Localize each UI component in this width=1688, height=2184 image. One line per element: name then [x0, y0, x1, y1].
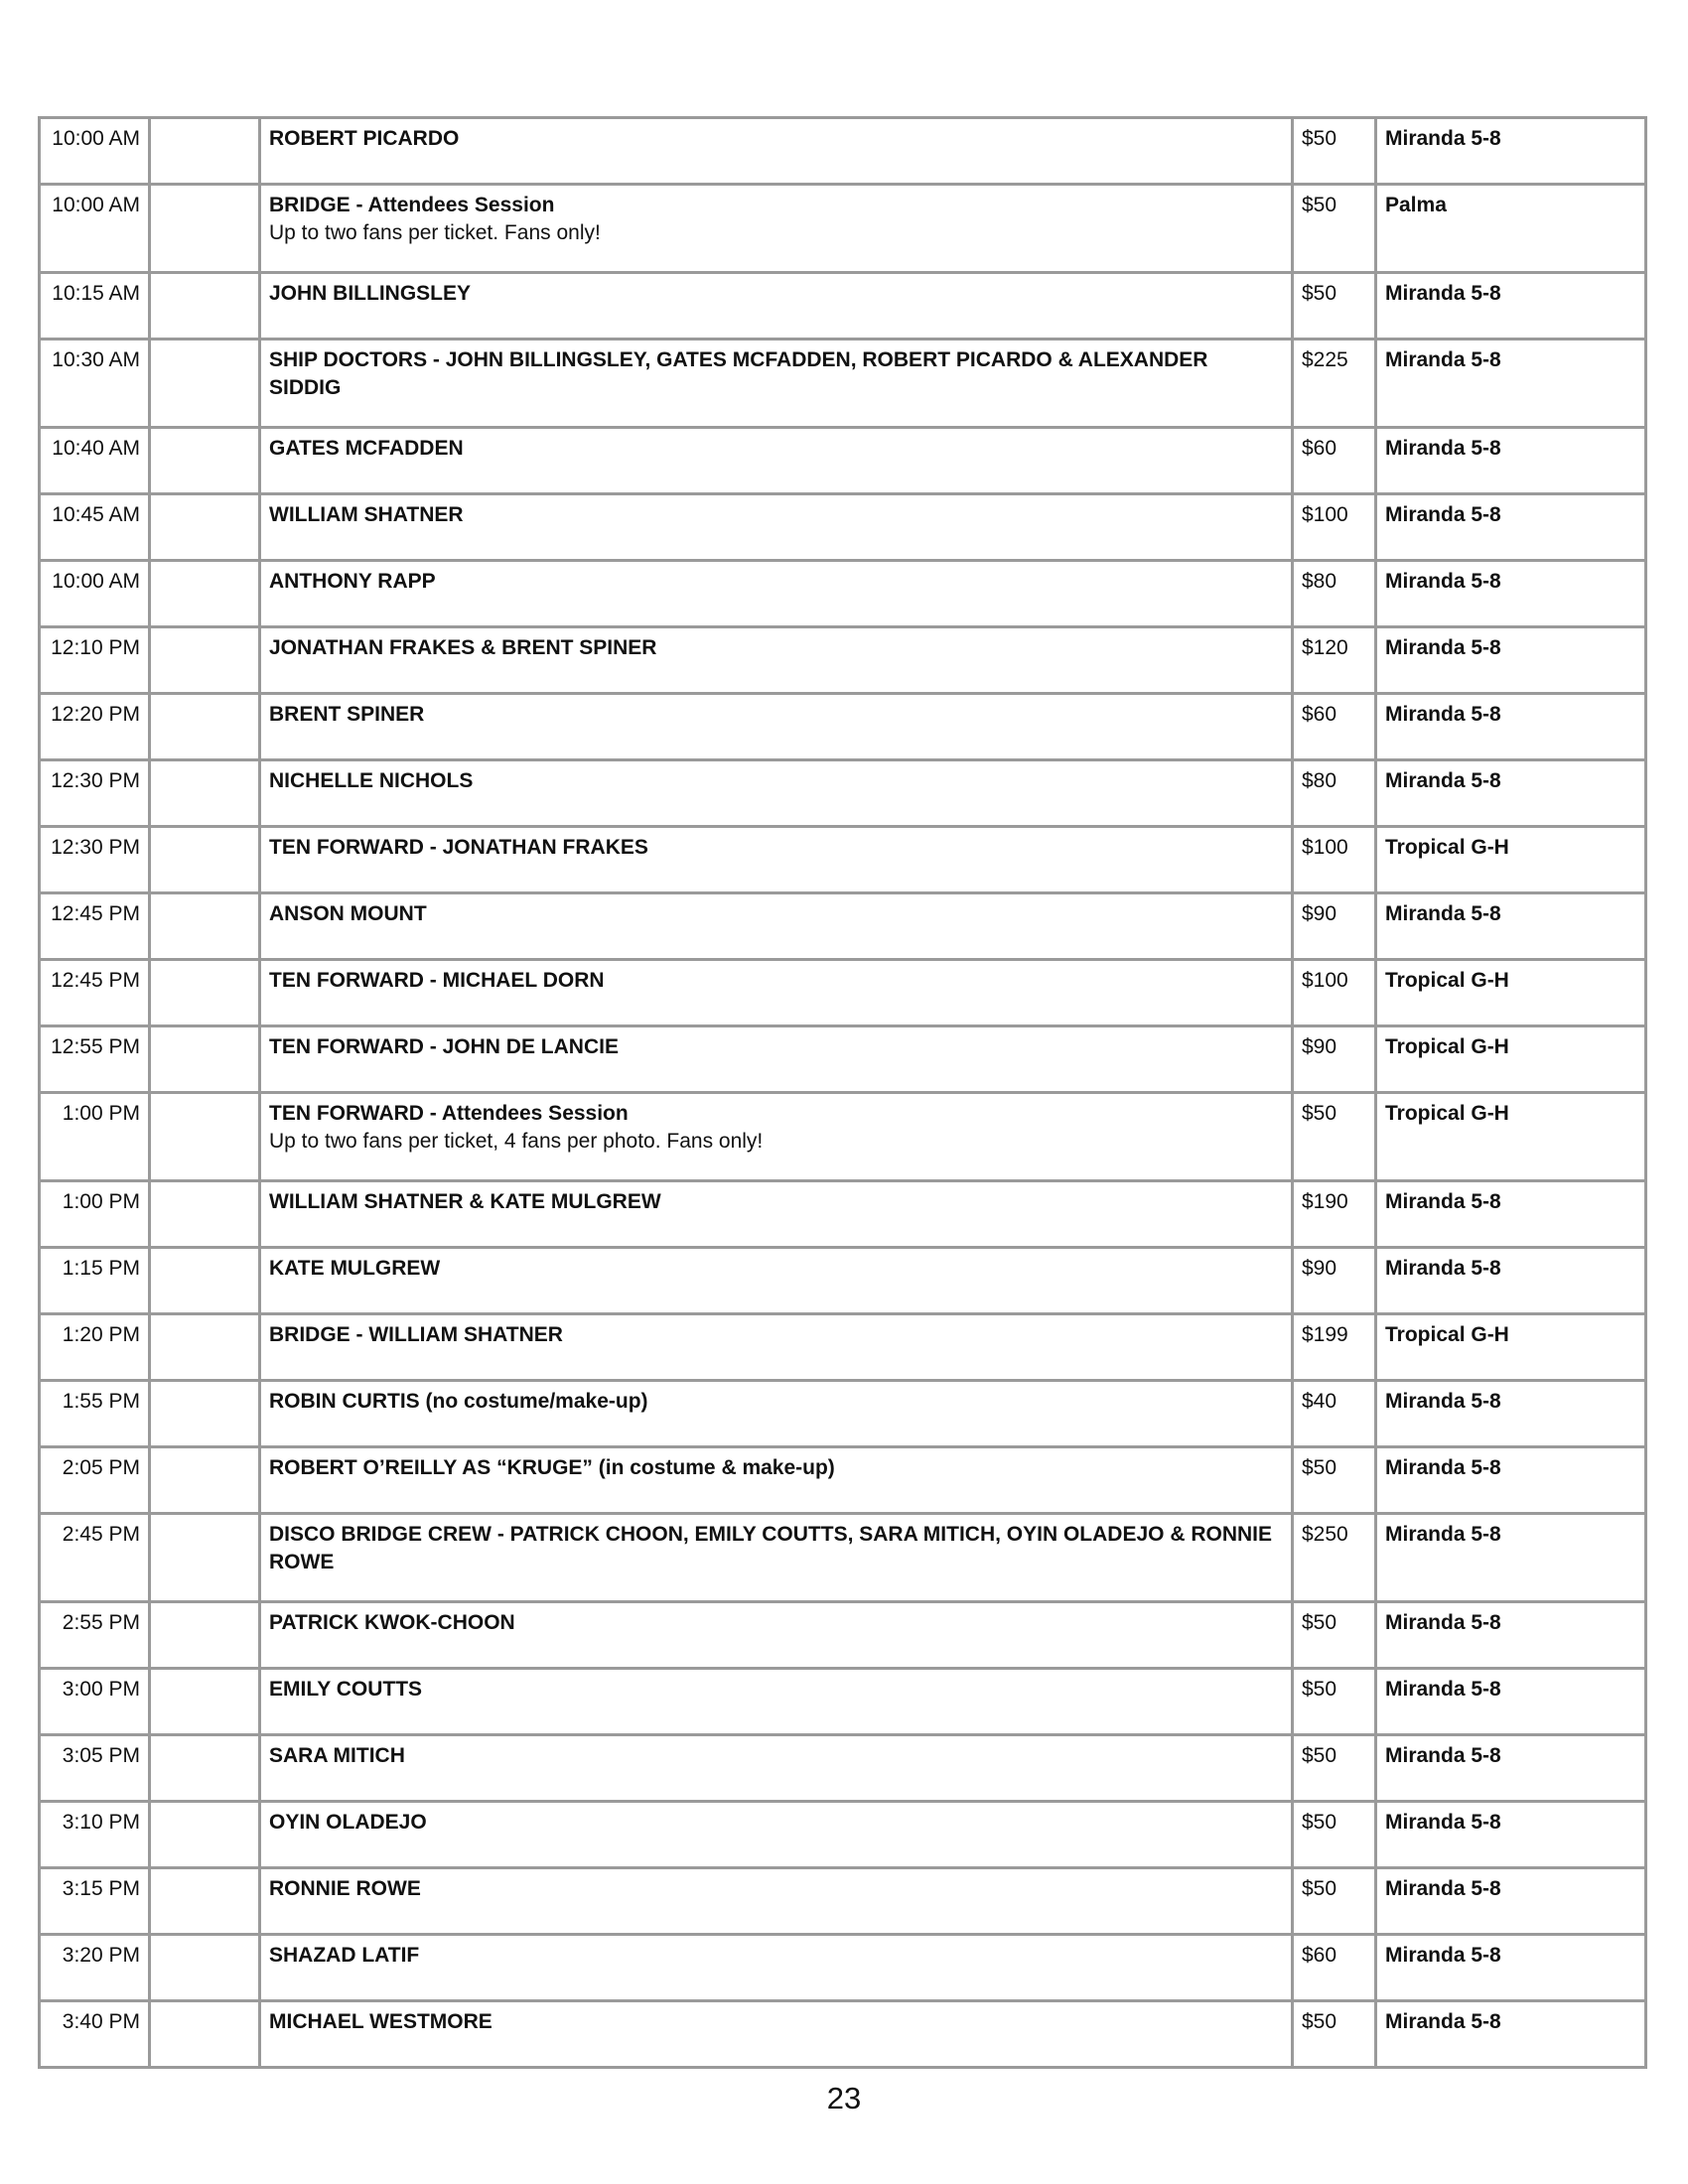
room-cell: Miranda 5-8	[1376, 760, 1646, 827]
time-cell: 3:20 PM	[40, 1935, 150, 2001]
room-cell: Miranda 5-8	[1376, 1669, 1646, 1735]
empty-cell	[150, 960, 260, 1026]
empty-cell	[150, 1669, 260, 1735]
session-title: ROBERT PICARDO	[269, 127, 460, 150]
table-row	[40, 118, 1646, 185]
time-cell: 12:45 PM	[40, 893, 150, 960]
session-title: TEN FORWARD - JONATHAN FRAKES	[269, 836, 648, 859]
session-title: BRENT SPINER	[269, 703, 425, 726]
session-title: GATES MCFADDEN	[269, 437, 464, 460]
price-cell: $50	[1293, 1093, 1376, 1181]
session-cell	[260, 1314, 1293, 1381]
time-cell: 3:40 PM	[40, 2001, 150, 2068]
session-cell	[260, 561, 1293, 627]
session-title: SARA MITICH	[269, 1744, 405, 1767]
empty-cell	[150, 1735, 260, 1802]
table-row	[40, 1514, 1646, 1602]
room-cell: Tropical G-H	[1376, 1026, 1646, 1093]
session-cell	[260, 340, 1293, 428]
empty-cell	[150, 1381, 260, 1447]
room-cell: Miranda 5-8	[1376, 1802, 1646, 1868]
empty-cell	[150, 2001, 260, 2068]
table-row	[40, 561, 1646, 627]
time-cell: 12:45 PM	[40, 960, 150, 1026]
session-title: WILLIAM SHATNER & KATE MULGREW	[269, 1190, 661, 1213]
table-row	[40, 694, 1646, 760]
session-cell	[260, 1381, 1293, 1447]
price-cell: $100	[1293, 960, 1376, 1026]
session-cell	[260, 1669, 1293, 1735]
room-cell: Miranda 5-8	[1376, 428, 1646, 494]
session-title: BRIDGE - Attendees Session	[269, 194, 555, 216]
time-cell: 10:00 AM	[40, 118, 150, 185]
empty-cell	[150, 340, 260, 428]
page-number: 23	[826, 2081, 862, 2116]
price-cell: $60	[1293, 428, 1376, 494]
session-cell	[260, 273, 1293, 340]
price-cell: $40	[1293, 1381, 1376, 1447]
time-cell: 1:55 PM	[40, 1381, 150, 1447]
room-cell: Miranda 5-8	[1376, 1868, 1646, 1935]
room-cell: Miranda 5-8	[1376, 273, 1646, 340]
time-cell: 1:00 PM	[40, 1093, 150, 1181]
time-cell: 10:00 AM	[40, 561, 150, 627]
price-cell: $90	[1293, 893, 1376, 960]
table-row	[40, 1868, 1646, 1935]
empty-cell	[150, 561, 260, 627]
empty-cell	[150, 1093, 260, 1181]
price-cell: $50	[1293, 1669, 1376, 1735]
table-row	[40, 1602, 1646, 1669]
room-cell: Miranda 5-8	[1376, 118, 1646, 185]
table-row	[40, 494, 1646, 561]
empty-cell	[150, 118, 260, 185]
price-cell: $60	[1293, 694, 1376, 760]
time-cell: 12:10 PM	[40, 627, 150, 694]
price-cell: $90	[1293, 1248, 1376, 1314]
empty-cell	[150, 1026, 260, 1093]
price-cell: $225	[1293, 340, 1376, 428]
session-title: NICHELLE NICHOLS	[269, 769, 474, 792]
price-cell: $50	[1293, 1602, 1376, 1669]
price-cell: $80	[1293, 561, 1376, 627]
room-cell: Miranda 5-8	[1376, 561, 1646, 627]
room-cell: Miranda 5-8	[1376, 1181, 1646, 1248]
table-row	[40, 1314, 1646, 1381]
schedule-table	[38, 116, 1647, 2069]
table-row	[40, 2001, 1646, 2068]
session-note: Up to two fans per ticket. Fans only!	[269, 221, 601, 244]
room-cell: Miranda 5-8	[1376, 1381, 1646, 1447]
session-title: KATE MULGREW	[269, 1257, 441, 1280]
price-cell: $90	[1293, 1026, 1376, 1093]
session-title: ROBERT O’REILLY AS “KRUGE” (in costume & make-up)	[269, 1456, 835, 1479]
price-cell: $50	[1293, 1868, 1376, 1935]
session-cell	[260, 1514, 1293, 1602]
room-cell: Tropical G-H	[1376, 1093, 1646, 1181]
empty-cell	[150, 273, 260, 340]
empty-cell	[150, 185, 260, 273]
price-cell: $50	[1293, 1802, 1376, 1868]
empty-cell	[150, 1514, 260, 1602]
session-title: SHAZAD LATIF	[269, 1944, 420, 1967]
time-cell: 2:45 PM	[40, 1514, 150, 1602]
table-row	[40, 273, 1646, 340]
time-cell: 12:55 PM	[40, 1026, 150, 1093]
table-row	[40, 1093, 1646, 1181]
session-cell	[260, 1735, 1293, 1802]
room-cell: Tropical G-H	[1376, 1314, 1646, 1381]
time-cell: 1:20 PM	[40, 1314, 150, 1381]
session-cell	[260, 428, 1293, 494]
table-row	[40, 340, 1646, 428]
session-cell	[260, 1868, 1293, 1935]
session-title: BRIDGE - WILLIAM SHATNER	[269, 1323, 563, 1346]
price-cell: $50	[1293, 118, 1376, 185]
session-title: SHIP DOCTORS - JOHN BILLINGSLEY, GATES MCFADDEN, ROBERT PICARDO & ALEXANDER SIDDIG	[269, 348, 1208, 399]
table-row	[40, 1735, 1646, 1802]
empty-cell	[150, 1447, 260, 1514]
empty-cell	[150, 893, 260, 960]
price-cell: $250	[1293, 1514, 1376, 1602]
session-title: RONNIE ROWE	[269, 1877, 421, 1900]
session-cell	[260, 494, 1293, 561]
session-cell	[260, 118, 1293, 185]
session-cell	[260, 1093, 1293, 1181]
price-cell: $60	[1293, 1935, 1376, 2001]
empty-cell	[150, 1248, 260, 1314]
time-cell: 2:55 PM	[40, 1602, 150, 1669]
session-cell	[260, 627, 1293, 694]
table-row	[40, 627, 1646, 694]
room-cell: Miranda 5-8	[1376, 1735, 1646, 1802]
room-cell: Miranda 5-8	[1376, 1602, 1646, 1669]
room-cell: Miranda 5-8	[1376, 694, 1646, 760]
schedule-body	[40, 118, 1646, 2068]
time-cell: 3:05 PM	[40, 1735, 150, 1802]
session-cell	[260, 760, 1293, 827]
price-cell: $120	[1293, 627, 1376, 694]
price-cell: $100	[1293, 827, 1376, 893]
time-cell: 3:00 PM	[40, 1669, 150, 1735]
empty-cell	[150, 627, 260, 694]
session-title: WILLIAM SHATNER	[269, 503, 464, 526]
session-cell	[260, 185, 1293, 273]
session-title: EMILY COUTTS	[269, 1678, 423, 1701]
price-cell: $50	[1293, 273, 1376, 340]
empty-cell	[150, 1314, 260, 1381]
price-cell: $100	[1293, 494, 1376, 561]
price-cell: $80	[1293, 760, 1376, 827]
room-cell: Miranda 5-8	[1376, 1447, 1646, 1514]
empty-cell	[150, 760, 260, 827]
time-cell: 10:40 AM	[40, 428, 150, 494]
session-title: DISCO BRIDGE CREW - PATRICK CHOON, EMILY COUTTS, SARA MITICH, OYIN OLADEJO & RONNIE ROWE	[269, 1523, 1272, 1573]
table-row	[40, 1026, 1646, 1093]
room-cell: Tropical G-H	[1376, 960, 1646, 1026]
table-row	[40, 1669, 1646, 1735]
time-cell: 3:15 PM	[40, 1868, 150, 1935]
time-cell: 12:30 PM	[40, 827, 150, 893]
session-cell	[260, 694, 1293, 760]
session-title: JONATHAN FRAKES & BRENT SPINER	[269, 636, 657, 659]
time-cell: 1:15 PM	[40, 1248, 150, 1314]
empty-cell	[150, 1868, 260, 1935]
table-row	[40, 893, 1646, 960]
session-title: ANTHONY RAPP	[269, 570, 436, 593]
time-cell: 10:00 AM	[40, 185, 150, 273]
time-cell: 2:05 PM	[40, 1447, 150, 1514]
table-row	[40, 827, 1646, 893]
table-row	[40, 1447, 1646, 1514]
session-note: Up to two fans per ticket, 4 fans per photo. Fans only!	[269, 1130, 764, 1153]
room-cell: Miranda 5-8	[1376, 1514, 1646, 1602]
empty-cell	[150, 494, 260, 561]
room-cell: Miranda 5-8	[1376, 627, 1646, 694]
empty-cell	[150, 428, 260, 494]
price-cell: $50	[1293, 185, 1376, 273]
session-title: PATRICK KWOK-CHOON	[269, 1611, 515, 1634]
session-title: MICHAEL WESTMORE	[269, 2010, 492, 2033]
session-cell	[260, 2001, 1293, 2068]
table-row	[40, 1381, 1646, 1447]
empty-cell	[150, 827, 260, 893]
session-cell	[260, 1026, 1293, 1093]
session-cell	[260, 1802, 1293, 1868]
empty-cell	[150, 1802, 260, 1868]
time-cell: 1:00 PM	[40, 1181, 150, 1248]
room-cell: Miranda 5-8	[1376, 893, 1646, 960]
price-cell: $50	[1293, 2001, 1376, 2068]
room-cell: Miranda 5-8	[1376, 494, 1646, 561]
room-cell: Miranda 5-8	[1376, 2001, 1646, 2068]
session-title: ROBIN CURTIS (no costume/make-up)	[269, 1390, 648, 1413]
time-cell: 10:30 AM	[40, 340, 150, 428]
time-cell: 12:30 PM	[40, 760, 150, 827]
time-cell: 10:15 AM	[40, 273, 150, 340]
session-cell	[260, 960, 1293, 1026]
room-cell: Miranda 5-8	[1376, 1935, 1646, 2001]
table-row	[40, 1802, 1646, 1868]
table-row	[40, 1248, 1646, 1314]
price-cell: $190	[1293, 1181, 1376, 1248]
time-cell: 3:10 PM	[40, 1802, 150, 1868]
table-row	[40, 185, 1646, 273]
session-title: OYIN OLADEJO	[269, 1811, 427, 1834]
table-row	[40, 1935, 1646, 2001]
session-title: TEN FORWARD - Attendees Session	[269, 1102, 629, 1125]
table-row	[40, 760, 1646, 827]
room-cell: Tropical G-H	[1376, 827, 1646, 893]
empty-cell	[150, 694, 260, 760]
room-cell: Palma	[1376, 185, 1646, 273]
price-cell: $199	[1293, 1314, 1376, 1381]
empty-cell	[150, 1181, 260, 1248]
table-row	[40, 1181, 1646, 1248]
table-row	[40, 428, 1646, 494]
price-cell: $50	[1293, 1735, 1376, 1802]
price-cell: $50	[1293, 1447, 1376, 1514]
session-title: ANSON MOUNT	[269, 902, 427, 925]
empty-cell	[150, 1602, 260, 1669]
time-cell: 10:45 AM	[40, 494, 150, 561]
room-cell: Miranda 5-8	[1376, 1248, 1646, 1314]
session-cell	[260, 827, 1293, 893]
session-cell	[260, 1248, 1293, 1314]
session-title: TEN FORWARD - JOHN DE LANCIE	[269, 1035, 619, 1058]
time-cell: 12:20 PM	[40, 694, 150, 760]
session-cell	[260, 1935, 1293, 2001]
session-cell	[260, 1602, 1293, 1669]
session-cell	[260, 1181, 1293, 1248]
session-cell	[260, 893, 1293, 960]
empty-cell	[150, 1935, 260, 2001]
session-cell	[260, 1447, 1293, 1514]
room-cell: Miranda 5-8	[1376, 340, 1646, 428]
table-row	[40, 960, 1646, 1026]
session-title: TEN FORWARD - MICHAEL DORN	[269, 969, 605, 992]
session-title: JOHN BILLINGSLEY	[269, 282, 472, 305]
